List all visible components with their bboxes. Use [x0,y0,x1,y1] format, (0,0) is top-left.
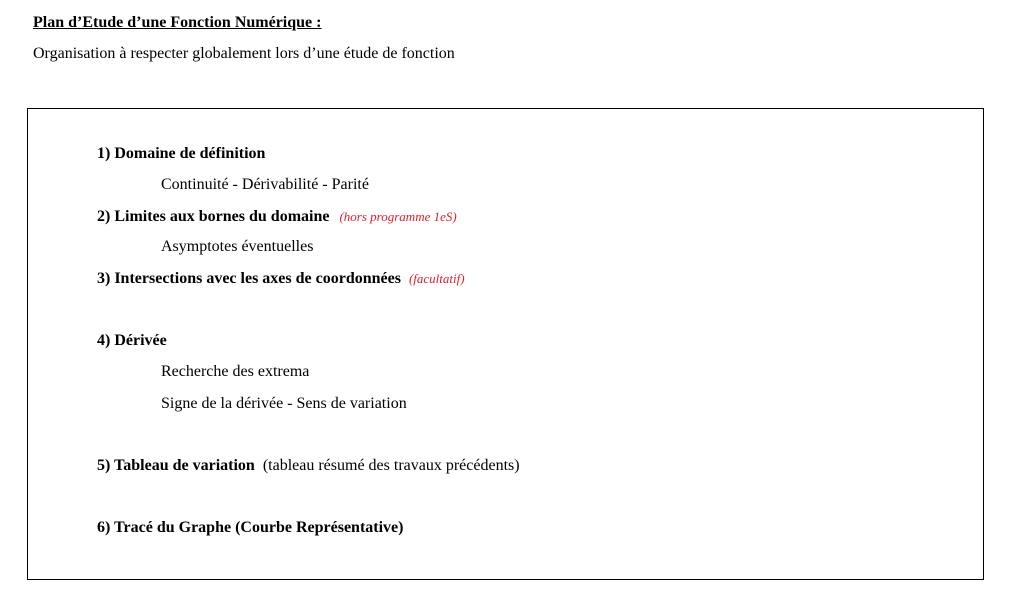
step3-note: (facultatif) [408,271,465,286]
step2-note: (hors programme 1eS) [339,209,457,224]
plan-box [27,108,984,580]
step5-heading: 5) Tableau de variation [97,457,255,474]
step1-heading: 1) Domaine de définition [97,145,266,162]
step2-row [97,207,457,227]
step4-sub-sign: Signe de la dérivée - Sens de variation [161,395,407,412]
page-title: Plan d’Etude d’une Fonction Numérique : [33,14,322,31]
step6-heading: 6) Tracé du Graphe (Courbe Représentative) [97,519,404,536]
step4-heading: 4) Dérivée [97,332,167,349]
step2-heading: 2) Limites aux bornes du domaine [97,208,330,225]
page-subtitle: Organisation à respecter globalement lors d’une étude de fonction [33,45,455,62]
step1-sub: Continuité - Dérivabilité - Parité [161,176,369,193]
step3-row [97,269,465,289]
step5-row [97,456,520,476]
step3-heading: 3) Intersections avec les axes de coordonnées [97,270,401,287]
step5-detail: (tableau résumé des travaux précédents) [262,457,520,474]
step2-sub: Asymptotes éventuelles [161,238,314,255]
step4-sub-extrema: Recherche des extrema [161,363,310,380]
